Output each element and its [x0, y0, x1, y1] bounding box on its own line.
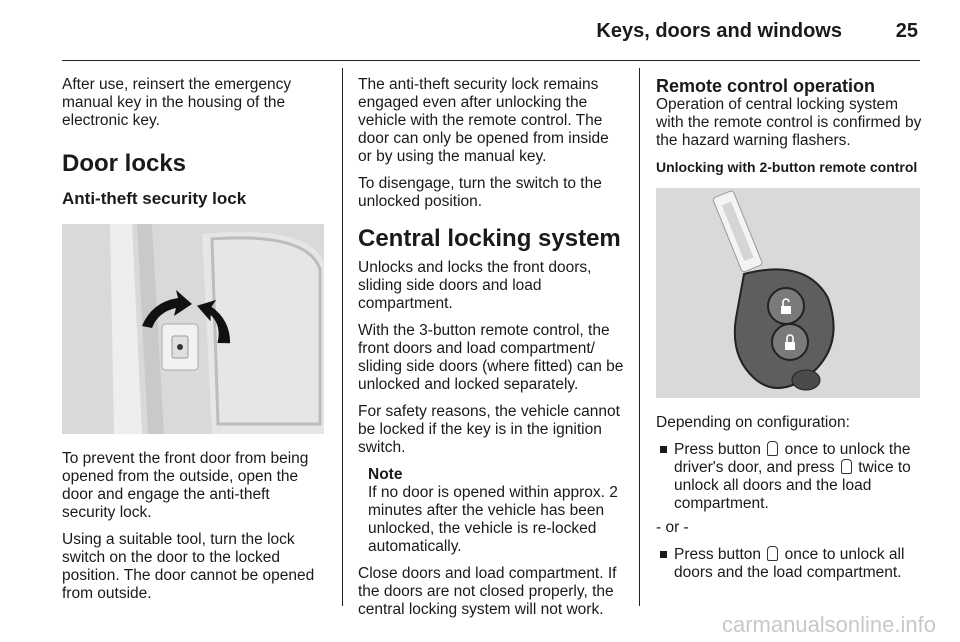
list-item: Press button once to unlock all doors and the load compartment.	[656, 546, 922, 582]
paragraph-safety: For safety reasons, the vehicle cannot be locked if the key is in the ignition switch.	[358, 403, 620, 456]
section-title-door-locks: Door locks	[62, 150, 187, 177]
remote-key-illustration	[656, 188, 920, 398]
paragraph-unlocks-locks: Unlocks and locks the front doors, sliding side doors and load compartment.	[358, 259, 592, 312]
paragraph-3-button: With the 3-button remote control, the front doors and load compartment/ sliding side doors (where fitted) can be unlocked and locked separately.	[358, 322, 624, 393]
header-divider	[62, 60, 920, 61]
paragraph-remote-intro: Operation of central locking system with the remote control is confirmed by the hazard warning flashers.	[656, 96, 922, 149]
paragraph-prevent: To prevent the front door from being opened from the outside, open the door and engage the anti-theft security lock.	[62, 450, 309, 521]
list-item: Press button once to unlock the driver's door, and press twice to unlock all doors and the load compartment.	[656, 441, 922, 513]
paragraph-close-doors: Close doors and load compartment. If the doors are not closed properly, the central locking system will not work.	[358, 565, 617, 618]
bullet-icon	[660, 446, 667, 453]
bullet-icon	[660, 551, 667, 558]
unlock-button-icon	[841, 459, 852, 474]
note-box	[368, 466, 624, 556]
intro-paragraph: After use, reinsert the emergency manual key in the housing of the electronic key.	[62, 76, 292, 129]
remote-key-photo	[656, 188, 920, 398]
column-divider	[639, 68, 640, 606]
section-title-remote-control: Remote control operation	[656, 76, 876, 96]
column-2	[358, 76, 624, 628]
subsection-title-unlocking: Unlocking with 2-button remote control	[656, 159, 918, 175]
unlock-instructions-list	[656, 441, 922, 513]
paragraph-remains-engaged: The anti-theft security lock remains engaged even after unlocking the vehicle with the remote control. The door can only be opened from inside or by using the manual key.	[358, 76, 609, 165]
unlock-glyph-icon	[781, 306, 791, 314]
page-header	[0, 0, 960, 62]
door-lock-illustration	[62, 224, 324, 434]
note-label: Note	[368, 466, 403, 483]
unlock-button-icon	[767, 546, 778, 561]
unlock-instructions-list-2	[656, 546, 922, 582]
note-text: If no door is opened within approx. 2 minutes after the vehicle has been unlocked, the vehicle is re-locked automatically.	[368, 484, 618, 555]
unlock-button-icon	[767, 441, 778, 456]
column-divider	[342, 68, 343, 606]
section-title-central-locking: Central locking system	[358, 225, 621, 252]
paragraph-disengage: To disengage, turn the switch to the unlocked position.	[358, 175, 602, 210]
chapter-title: Keys, doors and windows	[596, 20, 842, 42]
paragraph-depending: Depending on configuration:	[656, 414, 850, 431]
subsection-title-anti-theft: Anti-theft security lock	[62, 189, 247, 208]
page-number: 25	[895, 20, 918, 42]
paragraph-using-tool: Using a suitable tool, turn the lock switch on the door to the locked position. The door cannot be opened from outside.	[62, 531, 315, 602]
column-1	[62, 76, 324, 612]
column-3	[656, 76, 922, 588]
or-separator: - or -	[656, 519, 689, 536]
door-lock-photo	[62, 224, 324, 434]
lock-glyph-icon	[785, 342, 795, 350]
watermark: carmanualsonline.info	[721, 612, 936, 637]
